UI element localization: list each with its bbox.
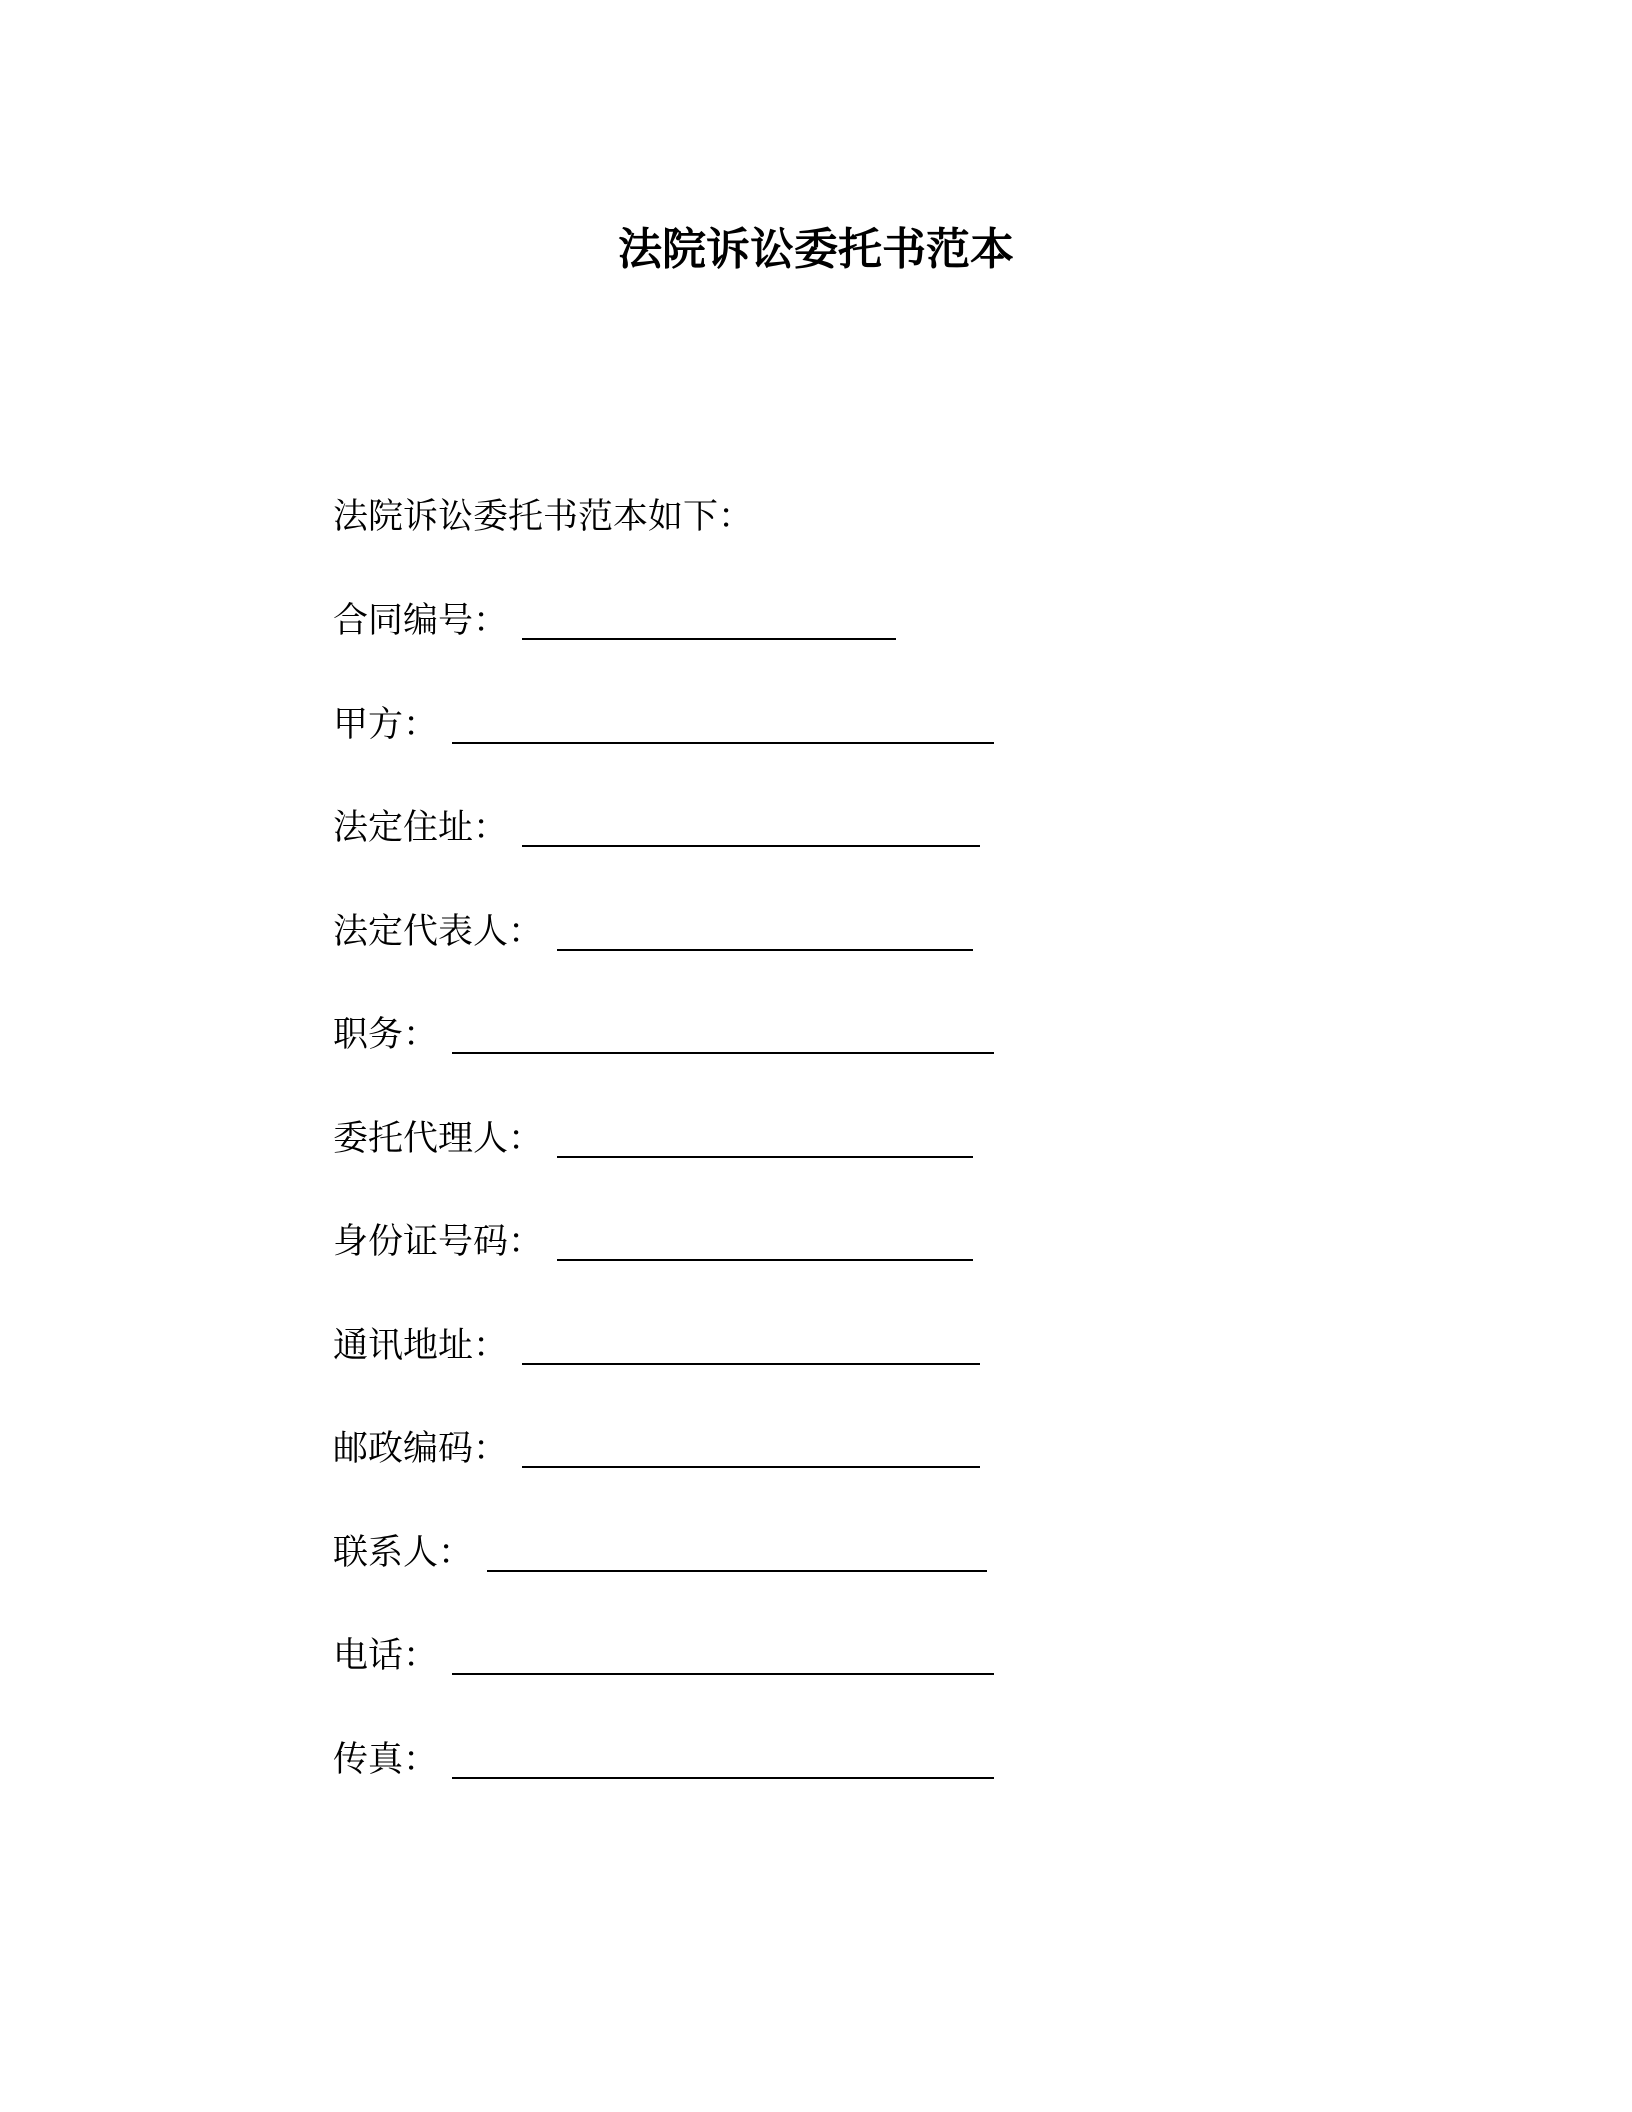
field-colon: ： bbox=[403, 1015, 439, 1055]
field-mailing-address bbox=[333, 1323, 1433, 1427]
field-fax bbox=[333, 1737, 1433, 1841]
blank-line[interactable] bbox=[452, 1737, 994, 1779]
blank-line[interactable] bbox=[487, 1530, 987, 1572]
field-agent bbox=[333, 1116, 1433, 1220]
field-colon: ： bbox=[403, 1636, 439, 1676]
form-fields bbox=[333, 598, 1433, 1840]
field-label: 法定住址 bbox=[333, 808, 474, 848]
blank-line[interactable] bbox=[522, 598, 896, 640]
field-label: 身份证号码 bbox=[333, 1222, 509, 1262]
field-label: 传真 bbox=[333, 1739, 404, 1780]
field-label: 合同编号 bbox=[333, 601, 474, 641]
blank-line[interactable] bbox=[452, 702, 994, 744]
field-colon: ： bbox=[508, 911, 544, 952]
intro-text: 法院诉讼委托书范本如下： bbox=[333, 497, 754, 537]
blank-line[interactable] bbox=[557, 1219, 973, 1261]
blank-line[interactable] bbox=[557, 909, 973, 951]
field-colon: ： bbox=[403, 704, 439, 745]
field-party-a bbox=[333, 702, 1433, 806]
field-legal-representative bbox=[333, 909, 1433, 1013]
field-colon: ： bbox=[473, 1429, 509, 1469]
field-label: 联系人 bbox=[333, 1532, 439, 1573]
field-label: 法定代表人 bbox=[333, 911, 509, 952]
blank-line[interactable] bbox=[522, 1426, 980, 1468]
blank-line[interactable] bbox=[557, 1116, 973, 1158]
field-phone bbox=[333, 1633, 1433, 1737]
field-contact-person bbox=[333, 1530, 1433, 1634]
field-colon: ： bbox=[438, 1532, 474, 1573]
field-label: 委托代理人 bbox=[333, 1118, 509, 1159]
field-label: 甲方 bbox=[333, 704, 404, 745]
field-contract-number bbox=[333, 598, 1433, 702]
field-colon: ： bbox=[403, 1739, 439, 1780]
field-label: 邮政编码 bbox=[333, 1429, 474, 1469]
blank-line[interactable] bbox=[452, 1012, 994, 1054]
blank-line[interactable] bbox=[522, 1323, 980, 1365]
field-postal-code bbox=[333, 1426, 1433, 1530]
field-colon: ： bbox=[508, 1222, 544, 1262]
field-label: 职务 bbox=[333, 1015, 404, 1055]
field-colon: ： bbox=[473, 601, 509, 641]
blank-line[interactable] bbox=[452, 1633, 994, 1675]
field-label: 电话 bbox=[333, 1636, 404, 1676]
field-position bbox=[333, 1012, 1433, 1116]
field-colon: ： bbox=[473, 1325, 509, 1366]
blank-line[interactable] bbox=[522, 805, 980, 847]
field-legal-address bbox=[333, 805, 1433, 909]
field-label: 通讯地址 bbox=[333, 1325, 474, 1366]
field-colon: ： bbox=[473, 808, 509, 848]
field-colon: ： bbox=[508, 1118, 544, 1159]
page-title: 法院诉讼委托书范本 bbox=[618, 224, 1014, 275]
field-id-number bbox=[333, 1219, 1433, 1323]
